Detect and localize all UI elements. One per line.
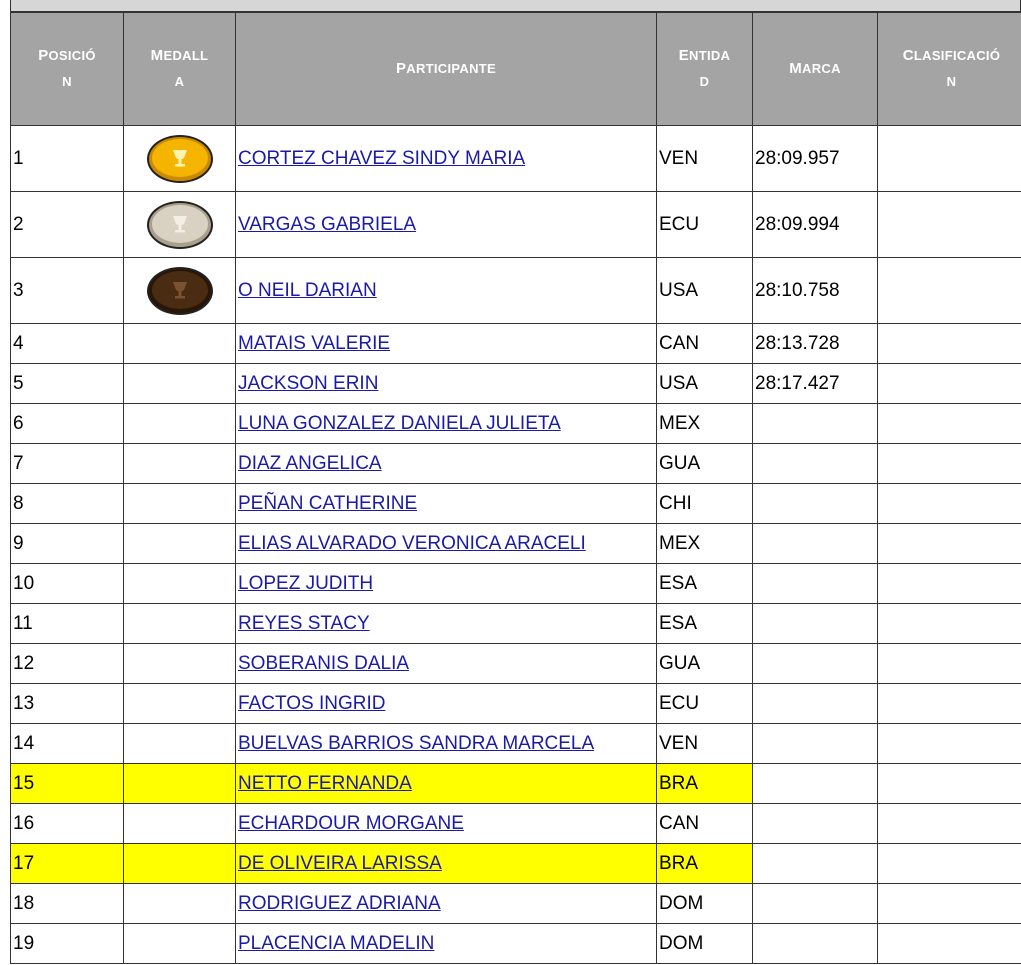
table-row bbox=[11, 724, 1021, 764]
table-row bbox=[11, 924, 1021, 964]
participant-link[interactable]: LUNA GONZALEZ DANIELA JULIETA bbox=[238, 412, 561, 434]
classification-cell bbox=[878, 524, 1021, 564]
classification-cell bbox=[878, 724, 1021, 764]
table-top-bar bbox=[10, 0, 1021, 12]
classification-cell bbox=[878, 126, 1021, 192]
entity-cell: USA bbox=[657, 258, 753, 324]
table-row bbox=[11, 192, 1021, 258]
position-cell: 2 bbox=[11, 192, 124, 258]
participant-link[interactable]: PLACENCIA MADELIN bbox=[238, 932, 435, 954]
participant-link[interactable]: SOBERANIS DALIA bbox=[238, 652, 410, 674]
position-cell: 4 bbox=[11, 324, 124, 364]
classification-cell bbox=[878, 844, 1021, 884]
entity-cell: ECU bbox=[657, 684, 753, 724]
mark-cell bbox=[753, 884, 878, 924]
gold-medal-icon bbox=[145, 134, 215, 184]
position-cell: 8 bbox=[11, 484, 124, 524]
participant-cell bbox=[236, 684, 657, 724]
medal-cell bbox=[124, 324, 236, 364]
participant-cell bbox=[236, 258, 657, 324]
participant-link[interactable]: FACTOS INGRID bbox=[238, 692, 386, 714]
classification-cell bbox=[878, 484, 1021, 524]
table-row bbox=[11, 126, 1021, 192]
participant-cell bbox=[236, 192, 657, 258]
column-header-participant[interactable]: PARTICIPANTE bbox=[236, 13, 657, 126]
position-cell: 3 bbox=[11, 258, 124, 324]
entity-cell: MEX bbox=[657, 404, 753, 444]
mark-cell bbox=[753, 764, 878, 804]
entity-cell: VEN bbox=[657, 126, 753, 192]
table-row bbox=[11, 844, 1021, 884]
entity-cell: DOM bbox=[657, 884, 753, 924]
table-row bbox=[11, 444, 1021, 484]
column-header-mark[interactable]: MARCA bbox=[753, 13, 878, 126]
table-row bbox=[11, 644, 1021, 684]
participant-link[interactable]: NETTO FERNANDA bbox=[238, 772, 412, 794]
participant-cell bbox=[236, 764, 657, 804]
participant-link[interactable]: VARGAS GABRIELA bbox=[238, 213, 417, 235]
classification-cell bbox=[878, 258, 1021, 324]
position-cell: 13 bbox=[11, 684, 124, 724]
entity-cell: CAN bbox=[657, 804, 753, 844]
classification-cell bbox=[878, 564, 1021, 604]
table-row bbox=[11, 884, 1021, 924]
medal-cell bbox=[124, 924, 236, 964]
position-cell: 10 bbox=[11, 564, 124, 604]
classification-cell bbox=[878, 192, 1021, 258]
entity-cell: GUA bbox=[657, 644, 753, 684]
entity-cell: CHI bbox=[657, 484, 753, 524]
medal-cell bbox=[124, 364, 236, 404]
mark-cell bbox=[753, 444, 878, 484]
entity-cell: ESA bbox=[657, 564, 753, 604]
medal-cell bbox=[124, 724, 236, 764]
mark-cell: 28:09.957 bbox=[753, 126, 878, 192]
column-header-classification[interactable]: CLASIFICACIÓ N bbox=[878, 13, 1021, 126]
entity-cell: BRA bbox=[657, 844, 753, 884]
mark-cell bbox=[753, 604, 878, 644]
mark-cell: 28:10.758 bbox=[753, 258, 878, 324]
participant-cell bbox=[236, 324, 657, 364]
classification-cell bbox=[878, 404, 1021, 444]
participant-cell bbox=[236, 844, 657, 884]
medal-cell bbox=[124, 258, 236, 324]
mark-cell: 28:09.994 bbox=[753, 192, 878, 258]
table-row bbox=[11, 324, 1021, 364]
mark-cell bbox=[753, 404, 878, 444]
position-cell: 1 bbox=[11, 126, 124, 192]
medal-cell bbox=[124, 484, 236, 524]
participant-cell bbox=[236, 604, 657, 644]
medal-cell bbox=[124, 644, 236, 684]
medal-cell bbox=[124, 764, 236, 804]
participant-link[interactable]: MATAIS VALERIE bbox=[238, 332, 391, 354]
table-row bbox=[11, 404, 1021, 444]
participant-link[interactable]: DIAZ ANGELICA bbox=[238, 452, 382, 474]
participant-cell bbox=[236, 724, 657, 764]
participant-cell bbox=[236, 884, 657, 924]
participant-link[interactable]: RODRIGUEZ ADRIANA bbox=[238, 892, 441, 914]
bronze-medal-icon bbox=[145, 266, 215, 316]
mark-cell bbox=[753, 524, 878, 564]
entity-cell: BRA bbox=[657, 764, 753, 804]
classification-cell bbox=[878, 804, 1021, 844]
position-cell: 12 bbox=[11, 644, 124, 684]
participant-cell bbox=[236, 444, 657, 484]
participant-link[interactable]: CORTEZ CHAVEZ SINDY MARIA bbox=[238, 147, 526, 169]
classification-cell bbox=[878, 364, 1021, 404]
position-cell: 19 bbox=[11, 924, 124, 964]
table-row bbox=[11, 604, 1021, 644]
position-cell: 16 bbox=[11, 804, 124, 844]
entity-cell: GUA bbox=[657, 444, 753, 484]
medal-cell bbox=[124, 804, 236, 844]
entity-cell: ESA bbox=[657, 604, 753, 644]
participant-link[interactable]: BUELVAS BARRIOS SANDRA MARCELA bbox=[238, 732, 595, 754]
entity-cell: CAN bbox=[657, 324, 753, 364]
mark-cell bbox=[753, 684, 878, 724]
medal-cell bbox=[124, 844, 236, 884]
mark-cell bbox=[753, 844, 878, 884]
participant-cell bbox=[236, 364, 657, 404]
medal-cell bbox=[124, 126, 236, 192]
position-cell: 18 bbox=[11, 884, 124, 924]
table-row bbox=[11, 484, 1021, 524]
participant-cell bbox=[236, 804, 657, 844]
participant-link[interactable]: ELIAS ALVARADO VERONICA ARACELI bbox=[238, 532, 586, 554]
position-cell: 17 bbox=[11, 844, 124, 884]
participant-cell bbox=[236, 644, 657, 684]
mark-cell bbox=[753, 644, 878, 684]
classification-cell bbox=[878, 644, 1021, 684]
table-row bbox=[11, 524, 1021, 564]
results-body bbox=[11, 126, 1021, 964]
table-row bbox=[11, 804, 1021, 844]
classification-cell bbox=[878, 604, 1021, 644]
participant-link[interactable]: ECHARDOUR MORGANE bbox=[238, 812, 464, 834]
classification-cell bbox=[878, 924, 1021, 964]
mark-cell bbox=[753, 484, 878, 524]
participant-cell bbox=[236, 524, 657, 564]
mark-cell bbox=[753, 924, 878, 964]
column-header-entity[interactable]: ENTIDA D bbox=[657, 13, 753, 126]
position-cell: 5 bbox=[11, 364, 124, 404]
medal-cell bbox=[124, 604, 236, 644]
table-row bbox=[11, 364, 1021, 404]
position-cell: 9 bbox=[11, 524, 124, 564]
participant-cell bbox=[236, 484, 657, 524]
medal-cell bbox=[124, 192, 236, 258]
mark-cell bbox=[753, 724, 878, 764]
table-row bbox=[11, 684, 1021, 724]
classification-cell bbox=[878, 324, 1021, 364]
table-row bbox=[11, 764, 1021, 804]
classification-cell bbox=[878, 444, 1021, 484]
silver-medal-icon bbox=[145, 200, 215, 250]
column-header-position[interactable]: POSICIÓ N bbox=[11, 13, 124, 126]
entity-cell: USA bbox=[657, 364, 753, 404]
mark-cell bbox=[753, 564, 878, 604]
classification-cell bbox=[878, 884, 1021, 924]
table-row bbox=[11, 258, 1021, 324]
medal-cell bbox=[124, 444, 236, 484]
results-table bbox=[10, 12, 1021, 964]
participant-cell bbox=[236, 126, 657, 192]
mark-cell: 28:13.728 bbox=[753, 324, 878, 364]
position-cell: 6 bbox=[11, 404, 124, 444]
position-cell: 15 bbox=[11, 764, 124, 804]
entity-cell: ECU bbox=[657, 192, 753, 258]
participant-link[interactable]: PEÑAN CATHERINE bbox=[238, 492, 418, 514]
participant-cell bbox=[236, 924, 657, 964]
position-cell: 14 bbox=[11, 724, 124, 764]
column-header-medal[interactable]: MEDALL A bbox=[124, 13, 236, 126]
participant-link[interactable]: O NEIL DARIAN bbox=[238, 279, 377, 301]
header-row bbox=[11, 13, 1021, 126]
position-cell: 11 bbox=[11, 604, 124, 644]
classification-cell bbox=[878, 684, 1021, 724]
mark-cell: 28:17.427 bbox=[753, 364, 878, 404]
participant-link[interactable]: REYES STACY bbox=[238, 612, 370, 634]
participant-link[interactable]: JACKSON ERIN bbox=[238, 372, 379, 394]
medal-cell bbox=[124, 404, 236, 444]
medal-cell bbox=[124, 684, 236, 724]
medal-cell bbox=[124, 524, 236, 564]
entity-cell: DOM bbox=[657, 924, 753, 964]
entity-cell: MEX bbox=[657, 524, 753, 564]
participant-cell bbox=[236, 564, 657, 604]
medal-cell bbox=[124, 564, 236, 604]
participant-link[interactable]: LOPEZ JUDITH bbox=[238, 572, 374, 594]
position-cell: 7 bbox=[11, 444, 124, 484]
participant-cell bbox=[236, 404, 657, 444]
classification-cell bbox=[878, 764, 1021, 804]
medal-cell bbox=[124, 884, 236, 924]
mark-cell bbox=[753, 804, 878, 844]
table-row bbox=[11, 564, 1021, 604]
entity-cell: VEN bbox=[657, 724, 753, 764]
participant-link[interactable]: DE OLIVEIRA LARISSA bbox=[238, 852, 442, 874]
